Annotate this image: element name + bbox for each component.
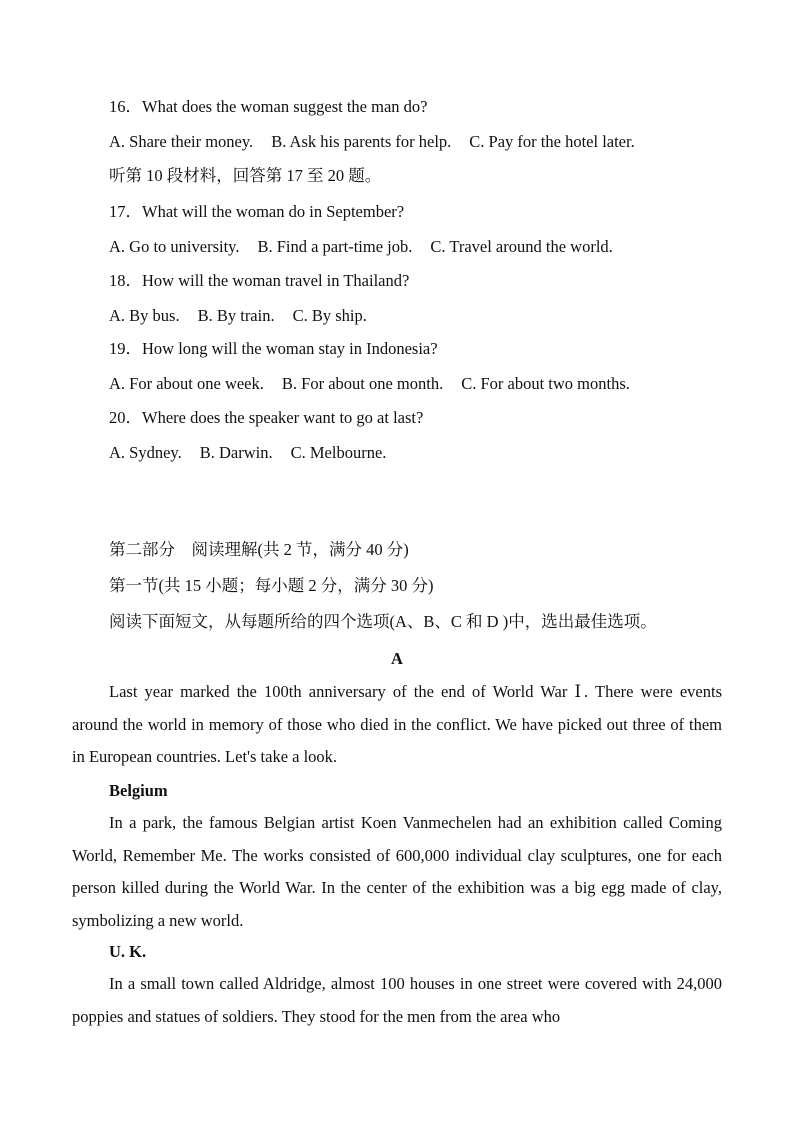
option-c: C. Melbourne. [290,443,387,462]
passage-intro: Last year marked the 100th anniversary of the end of World War Ⅰ. There were events around the world in memory of those who died in the conflict. We have picked out three of them in European countries. Let's take a look. [72,682,722,766]
option-b: B. By train. [197,306,275,325]
option-a: A. Go to university. [109,237,240,256]
question-17: 17．What will the woman do in September? [109,202,405,221]
option-c: C. Travel around the world. [430,237,613,256]
option-c: C. By ship. [292,306,367,325]
option-b: B. Find a part-time job. [257,237,413,256]
option-c: C. For about two months. [461,374,630,393]
option-b: B. Ask his parents for help. [271,132,452,151]
belgium-paragraph: In a park, the famous Belgian artist Koen Vanmechelen had an exhibition called Coming World, Remember Me. The works consisted of 600,000 individual clay sculptures, one for each person killed during the World War. In the center of the exhibition was a big egg made of clay, symbolizing a new world. [72,813,722,930]
uk-paragraph: In a small town called Aldridge, almost 100 houses in one street were covered with 24,000 poppies and statues of soldiers. They stood for the men from the area who [72,974,722,1026]
reading-instruction: 阅读下面短文，从每题所给的四个选项(A、B、C 和 D )中，选出最佳选项。 [109,612,657,631]
heading-belgium: Belgium [109,781,168,800]
listening-instruction: 听第 10 段材料，回答第 17 至 20 题。 [109,166,382,185]
question-20: 20．Where does the speaker want to go at last? [109,408,424,427]
option-a: A. For about one week. [109,374,264,393]
question-16: 16．What does the woman suggest the man do? [109,97,428,116]
heading-uk: U. K. [109,942,147,961]
question-19-options [109,376,648,393]
part2-title: 第二部分 阅读理解(共 2 节，满分 40 分) [109,540,409,559]
option-c: C. Pay for the hotel later. [469,132,635,151]
question-18: 18．How will the woman travel in Thailand? [109,271,410,290]
question-16-options [109,134,653,151]
question-20-options [109,445,404,462]
passage-label: A [391,649,403,668]
option-b: B. Darwin. [199,443,273,462]
option-a: A. Share their money. [109,132,254,151]
option-a: A. Sydney. [109,443,182,462]
option-a: A. By bus. [109,306,180,325]
question-17-options [109,239,631,256]
section1-title: 第一节(共 15 小题；每小题 2 分，满分 30 分) [109,576,434,595]
question-18-options [109,308,385,325]
option-b: B. For about one month. [281,374,444,393]
question-19: 19．How long will the woman stay in Indonesia? [109,339,438,358]
